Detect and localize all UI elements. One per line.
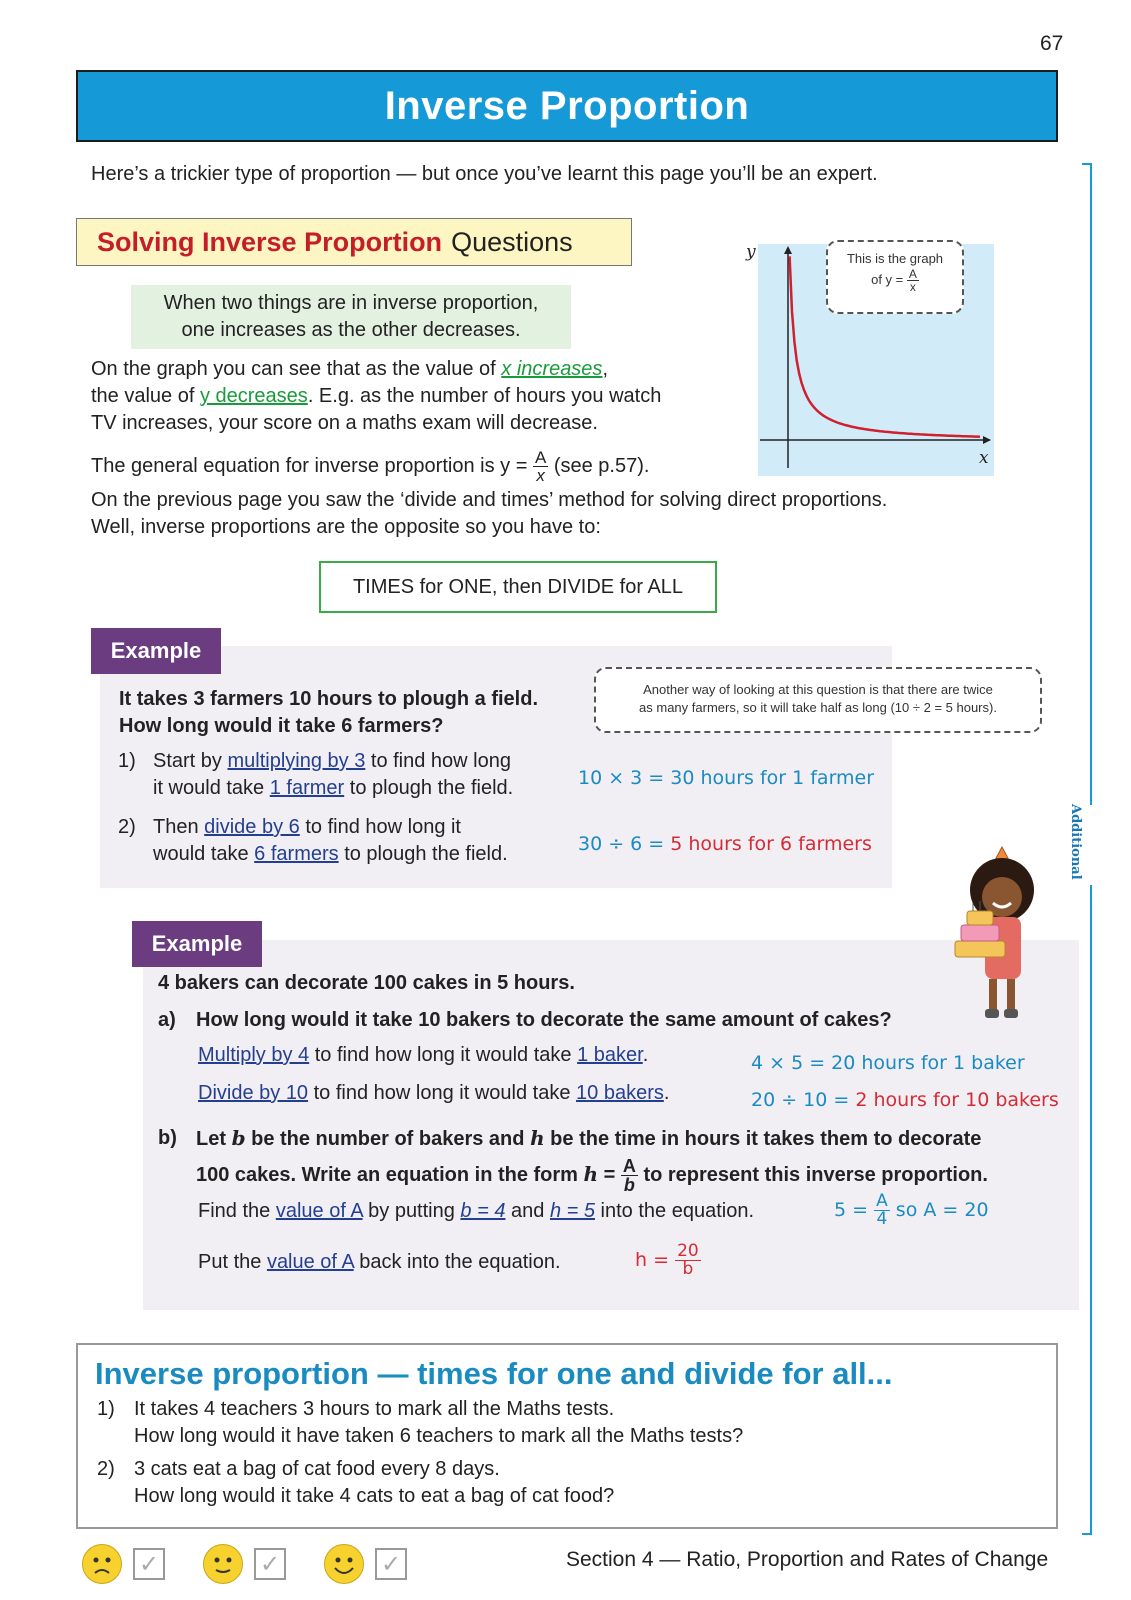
section-heading-bold: Solving Inverse Proportion	[97, 226, 443, 257]
definition-line-2: one increases as the other decreases.	[181, 319, 521, 341]
b-text: 100 cakes. Write an equation in the form	[196, 1163, 584, 1186]
general-equation	[91, 449, 649, 484]
prev-line-1: On the previous page you saw the ‘divide and times’ method for solving direct proportions.	[91, 489, 888, 511]
graph-note	[826, 240, 964, 314]
step-key-phrase: b = 4	[460, 1200, 506, 1222]
leg	[1007, 979, 1015, 1011]
equation-fraction	[533, 449, 548, 484]
step-text: to plough the field.	[338, 843, 508, 865]
summary-question-2	[97, 1456, 614, 1510]
graph-note-fraction	[907, 268, 919, 293]
fraction-numerator: A	[622, 1156, 636, 1176]
example-1-step-1	[118, 748, 513, 802]
step-key-phrase: value of A	[275, 1200, 363, 1222]
graph-note-line-2: of y =	[871, 271, 904, 287]
example-2-part-b-label: b)	[158, 1127, 177, 1149]
para-text: TV increases, your score on a maths exam will decrease.	[91, 412, 598, 434]
y-decreases: y decreases	[199, 385, 308, 407]
x-axis-arrow	[983, 436, 991, 444]
fraction-denominator: 4	[876, 1209, 888, 1229]
note-line-1: Another way of looking at this question is that there are twice	[643, 682, 993, 697]
equation-text: The general equation for inverse proportion is y =	[91, 454, 528, 477]
work-red: 2 hours for 10 bakers	[855, 1089, 1059, 1111]
work-blue: 30 ÷ 6 =	[578, 833, 671, 855]
h-variable: h	[583, 1161, 599, 1186]
example-2-a-step-2	[198, 1080, 669, 1107]
neutral-face-icon	[203, 1544, 243, 1584]
question-line: How long would it have taken 6 teachers to mark all the Maths tests?	[134, 1425, 744, 1447]
question-line: How long would it take 4 cats to eat a bag of cat food?	[134, 1485, 615, 1507]
step-text: back into the equation.	[353, 1251, 561, 1273]
girl-with-cake-illustration	[947, 845, 1057, 1035]
definition-line-1: When two things are in inverse proportion,	[163, 292, 539, 314]
b-text: to represent this inverse proportion.	[637, 1163, 988, 1186]
work-text: h =	[635, 1249, 670, 1271]
work-fraction	[675, 1243, 701, 1278]
step-text: to find how long it would take	[309, 1044, 578, 1066]
graph-y-label: y	[746, 242, 756, 262]
fraction-denominator: x	[536, 466, 545, 485]
step-key-phrase: divide by 6	[204, 816, 300, 838]
b-form-fraction	[621, 1157, 638, 1194]
example-2-b-work-2	[635, 1243, 701, 1278]
example-2-intro: 4 bakers can decorate 100 cakes in 5 hours.	[158, 972, 575, 994]
question-number: 2)	[97, 1458, 115, 1480]
b-text: be the time in hours it takes them to decorate	[544, 1128, 982, 1150]
happy-face-icon	[324, 1544, 364, 1584]
cake-layer-bottom	[955, 941, 1005, 957]
intro-text: Here’s a trickier type of proportion — but once you’ve learnt this page you’ll be an expert.	[91, 163, 878, 185]
leg	[989, 979, 997, 1011]
question-line: 3 cats eat a bag of cat food every 8 days.	[134, 1458, 500, 1480]
title-bar	[76, 70, 1058, 142]
example-2-b-step-2	[198, 1249, 561, 1276]
example-2-a-work-1: 4 × 5 = 20 hours for 1 baker	[751, 1052, 1025, 1074]
step-key-phrase: Divide by 10	[198, 1082, 309, 1104]
step-text: to find how long it	[299, 816, 461, 838]
fraction-numerator: A	[876, 1191, 888, 1211]
para-text: . E.g. as the number of hours you watch	[307, 385, 662, 407]
cake-layer-middle	[961, 925, 999, 941]
b-text: Let	[196, 1128, 232, 1150]
work-text: so A = 20	[895, 1199, 989, 1221]
question-line-1: It takes 3 farmers 10 hours to plough a field.	[119, 688, 538, 710]
summary-question-1	[97, 1396, 743, 1450]
example-2-a-step-1	[198, 1042, 648, 1069]
page-number: 67	[1040, 32, 1064, 55]
work-text: 5 =	[834, 1199, 869, 1221]
step-text: Put the	[198, 1251, 267, 1273]
b-text: be the number of bakers and	[245, 1128, 531, 1150]
step-text: Find the	[198, 1200, 276, 1222]
step-key-phrase: 6 farmers	[254, 843, 339, 865]
h-variable: h	[530, 1126, 545, 1150]
para-text: the value of	[91, 385, 200, 407]
step-text: to find how long it would take	[308, 1082, 577, 1104]
step-text: to find how long	[365, 750, 511, 772]
confidence-checkbox-high[interactable]: ✓	[375, 1548, 407, 1580]
step-text: .	[663, 1082, 670, 1104]
work-fraction	[874, 1193, 890, 1228]
question-line: It takes 4 teachers 3 hours to mark all the Maths tests.	[134, 1398, 615, 1420]
graph-explanation	[91, 356, 731, 437]
x-increases: x increases	[501, 358, 603, 380]
step-text: Start by	[153, 750, 228, 772]
shoe	[985, 1009, 999, 1018]
step-key-phrase: 1 baker	[577, 1044, 643, 1066]
example-2-b-work-1	[834, 1193, 989, 1228]
example-2-tag: Example	[132, 921, 262, 967]
example-2-part-b-question	[196, 1125, 988, 1194]
step-text: would take	[153, 843, 255, 865]
definition-box	[131, 285, 571, 349]
question-line-2: How long would it take 6 farmers?	[119, 715, 444, 737]
confidence-checkbox-mid[interactable]: ✓	[254, 1548, 286, 1580]
y-axis-arrow	[784, 246, 792, 254]
example-2-a-work-2	[751, 1089, 1059, 1111]
cake-layer-top	[967, 911, 993, 925]
shoe	[1004, 1009, 1018, 1018]
fraction-numerator: A	[534, 448, 547, 467]
section-heading-rest: Questions	[451, 226, 573, 257]
step-text: by putting	[362, 1200, 461, 1222]
example-2-part-a-label: a)	[158, 1009, 176, 1031]
step-text: it would take	[153, 777, 270, 799]
b-text: =	[598, 1163, 616, 1186]
summary-title: Inverse proportion — times for one and divide for all...	[95, 1356, 893, 1391]
footer-section-title: Section 4 — Ratio, Proportion and Rates of Change	[566, 1548, 1049, 1571]
equation-ref: (see p.57).	[553, 454, 650, 477]
work-blue: 20 ÷ 10 =	[751, 1089, 856, 1111]
step-number: 2)	[118, 816, 136, 838]
work-red: 5 hours for 6 farmers	[670, 833, 872, 855]
method-box: TIMES for ONE, then DIVIDE for ALL	[319, 561, 717, 613]
previous-page-text	[91, 487, 887, 541]
example-1-work-2	[578, 833, 872, 855]
example-1-question	[119, 686, 538, 740]
side-label: Additional	[1068, 804, 1083, 880]
example-2-part-a-question: How long would it take 10 bakers to decorate the same amount of cakes?	[196, 1009, 892, 1031]
step-text: into the equation.	[595, 1200, 755, 1222]
example-2-b-step-1	[198, 1198, 754, 1225]
step-key-phrase: multiplying by 3	[227, 750, 366, 772]
fraction-numerator: 20	[677, 1241, 699, 1261]
step-key-phrase: h = 5	[549, 1200, 595, 1222]
question-number: 1)	[97, 1398, 115, 1420]
prev-line-2: Well, inverse proportions are the opposite so you have to:	[91, 516, 601, 538]
fraction-denominator: x	[909, 280, 916, 294]
fraction-numerator: A	[908, 267, 917, 281]
b-variable: b	[231, 1126, 246, 1150]
confidence-checkbox-low[interactable]: ✓	[133, 1548, 165, 1580]
step-key-phrase: 1 farmer	[269, 777, 345, 799]
note-line-2: as many farmers, so it will take half as long (10 ÷ 2 = 5 hours).	[639, 700, 997, 715]
unhappy-face-icon	[82, 1544, 122, 1584]
fraction-denominator: b	[623, 1175, 635, 1195]
example-1-work-1: 10 × 3 = 30 hours for 1 farmer	[578, 767, 875, 789]
step-number: 1)	[118, 750, 136, 772]
example-1-note	[594, 667, 1042, 733]
step-text: to plough the field.	[344, 777, 514, 799]
example-1-tag: Example	[91, 628, 221, 674]
step-key-phrase: 10 bakers	[576, 1082, 664, 1104]
step-key-phrase: value of A	[266, 1251, 354, 1273]
page-title: Inverse Proportion	[384, 83, 750, 128]
graph-x-label: x	[979, 448, 989, 468]
step-text: .	[642, 1044, 649, 1066]
graph-note-line-1: This is the graph	[846, 251, 944, 266]
step-text: Then	[153, 816, 205, 838]
step-key-phrase: Multiply by 4	[198, 1044, 310, 1066]
fraction-denominator: b	[682, 1259, 694, 1279]
example-1-step-2	[118, 814, 508, 868]
section-heading	[76, 218, 632, 266]
para-text: On the graph you can see that as the value of	[91, 358, 502, 380]
para-text: ,	[602, 358, 608, 380]
step-text: and	[505, 1200, 550, 1222]
